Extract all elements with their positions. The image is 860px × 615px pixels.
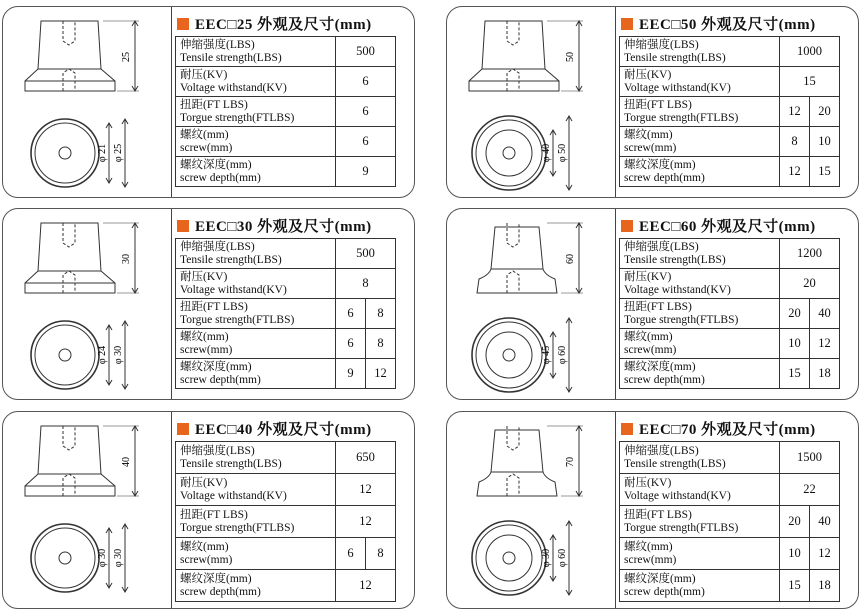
spec-row — [176, 239, 396, 269]
spec-label-cn: 扭距(FT LBS) — [180, 508, 248, 521]
spec-panel — [2, 6, 415, 198]
spec-label-cn: 螺纹(mm) — [180, 128, 229, 141]
spec-label-cn: 耐压(KV) — [180, 476, 228, 489]
spec-row — [620, 359, 840, 389]
spec-value: 15 — [780, 67, 840, 97]
spec-value: 8 — [366, 299, 396, 329]
spec-row — [620, 474, 840, 506]
spec-label — [620, 570, 780, 602]
spec-value: 20 — [780, 506, 810, 538]
panel-title-text: EEC□40 外观及尺寸(mm) — [195, 422, 372, 438]
diameter-dim-label: φ 50 — [557, 143, 568, 163]
spec-value: 12 — [810, 538, 840, 570]
height-dim-label: 60 — [565, 254, 576, 264]
spec-row — [176, 506, 396, 538]
spec-table — [175, 36, 396, 187]
spec-label-cn: 耐压(KV) — [624, 270, 672, 283]
spec-value: 12 — [336, 506, 396, 538]
spec-value: 12 — [780, 97, 810, 127]
spec-value: 15 — [810, 157, 840, 187]
panel-title — [621, 13, 816, 34]
spec-label-cn: 扭距(FT LBS) — [624, 98, 692, 111]
insulator-body — [477, 430, 557, 496]
spec-table — [619, 441, 840, 602]
height-dim-label: 70 — [565, 457, 576, 467]
spec-label-cn: 扭距(FT LBS) — [624, 300, 692, 313]
spec-label-cn: 螺纹深度(mm) — [180, 572, 252, 585]
top-view — [31, 524, 128, 592]
spec-label — [620, 538, 780, 570]
side-view — [25, 223, 139, 293]
spec-panel — [446, 411, 859, 609]
diameter-dim-label: φ 30 — [113, 548, 124, 568]
spec-label-cn: 耐压(KV) — [180, 68, 228, 81]
insulator-drawing — [3, 412, 171, 608]
spec-row — [620, 329, 840, 359]
panel-divider — [615, 7, 616, 197]
spec-value: 8 — [780, 127, 810, 157]
spec-label — [620, 127, 780, 157]
spec-row — [620, 97, 840, 127]
spec-row — [620, 269, 840, 299]
spec-label-en: Torgue strength(FTLBS) — [624, 313, 739, 326]
spec-row — [620, 442, 840, 474]
spec-label-cn: 螺纹(mm) — [180, 330, 229, 343]
spec-label-cn: 扭距(FT LBS) — [624, 508, 692, 521]
center-hole — [503, 147, 515, 159]
spec-row — [176, 329, 396, 359]
spec-value: 1000 — [780, 37, 840, 67]
spec-panel — [2, 411, 415, 609]
spec-row — [176, 359, 396, 389]
spec-label-en: screw depth(mm) — [180, 171, 261, 184]
spec-label-en: Torgue strength(FTLBS) — [180, 313, 295, 326]
spec-panel — [446, 6, 859, 198]
spec-label-en: screw depth(mm) — [180, 373, 261, 386]
spec-label-en: Voltage withstand(KV) — [624, 283, 731, 296]
spec-label-cn: 螺纹(mm) — [624, 540, 673, 553]
spec-label-en: screw(mm) — [624, 553, 677, 566]
spec-label — [620, 299, 780, 329]
spec-value: 15 — [780, 359, 810, 389]
spec-label-cn: 螺纹(mm) — [180, 540, 229, 553]
spec-label-cn: 伸缩强度(LBS) — [624, 444, 699, 457]
insulator-drawing — [3, 7, 171, 197]
spec-label-cn: 扭距(FT LBS) — [180, 300, 248, 313]
spec-label-cn: 螺纹深度(mm) — [624, 360, 696, 373]
spec-label — [176, 37, 336, 67]
spec-label-cn: 螺纹(mm) — [624, 330, 673, 343]
spec-value: 18 — [810, 570, 840, 602]
spec-row — [176, 570, 396, 602]
spec-label — [176, 269, 336, 299]
spec-table — [175, 238, 396, 389]
spec-value: 40 — [810, 506, 840, 538]
diameter-dim-label: φ 45 — [541, 345, 552, 365]
spec-value: 6 — [336, 329, 366, 359]
height-dim-label: 50 — [565, 52, 576, 62]
spec-value: 22 — [780, 474, 840, 506]
spec-row — [620, 67, 840, 97]
spec-row — [176, 474, 396, 506]
diameter-dim-label: φ 60 — [557, 548, 568, 568]
spec-label — [620, 329, 780, 359]
spec-label — [176, 442, 336, 474]
spec-value: 6 — [336, 97, 396, 127]
panel-divider — [171, 7, 172, 197]
spec-table — [619, 36, 840, 187]
spec-label — [176, 239, 336, 269]
spec-label-en: screw depth(mm) — [624, 171, 705, 184]
spec-value: 6 — [336, 127, 396, 157]
spec-value: 20 — [780, 269, 840, 299]
spec-value: 10 — [810, 127, 840, 157]
spec-row — [176, 299, 396, 329]
panel-title — [177, 418, 372, 439]
diameter-dim-label: φ 30 — [113, 345, 124, 365]
spec-label — [176, 538, 336, 570]
spec-row — [176, 157, 396, 187]
spec-label-en: Torgue strength(FTLBS) — [180, 111, 295, 124]
height-dim-label: 40 — [121, 457, 132, 467]
spec-label-en: Torgue strength(FTLBS) — [624, 111, 739, 124]
spec-label-cn: 伸缩强度(LBS) — [180, 240, 255, 253]
panel-title — [177, 13, 372, 34]
spec-row — [176, 442, 396, 474]
spec-label-cn: 伸缩强度(LBS) — [180, 38, 255, 51]
spec-row — [176, 97, 396, 127]
orange-bullet-icon — [177, 18, 189, 30]
diameter-dim-label: φ 40 — [541, 143, 552, 163]
spec-value: 8 — [366, 538, 396, 570]
spec-panel — [446, 208, 859, 400]
spec-value: 500 — [336, 239, 396, 269]
spec-label — [620, 67, 780, 97]
spec-label-cn: 耐压(KV) — [624, 68, 672, 81]
side-view — [469, 21, 583, 91]
spec-row — [176, 269, 396, 299]
panel-title-text: EEC□25 外观及尺寸(mm) — [195, 17, 372, 33]
spec-row — [620, 538, 840, 570]
spec-label-en: screw depth(mm) — [624, 373, 705, 386]
center-hole — [59, 349, 71, 361]
spec-label-cn: 螺纹(mm) — [624, 128, 673, 141]
spec-label — [176, 329, 336, 359]
insulator-drawing — [447, 209, 615, 399]
spec-label — [620, 239, 780, 269]
orange-bullet-icon — [621, 423, 633, 435]
insulator-drawing — [447, 412, 615, 608]
spec-label — [176, 570, 336, 602]
spec-value: 20 — [810, 97, 840, 127]
spec-label — [620, 474, 780, 506]
spec-label-en: Torgue strength(FTLBS) — [180, 521, 295, 534]
spec-value: 12 — [336, 570, 396, 602]
panel-title — [177, 215, 372, 236]
side-view — [25, 21, 139, 91]
spec-value: 15 — [780, 570, 810, 602]
side-view — [477, 223, 583, 293]
spec-panel — [2, 208, 415, 400]
spec-value: 10 — [780, 538, 810, 570]
spec-label — [176, 474, 336, 506]
spec-label-cn: 螺纹深度(mm) — [180, 360, 252, 373]
diameter-dim-label: φ 30 — [97, 548, 108, 568]
spec-label-cn: 螺纹深度(mm) — [180, 158, 252, 171]
spec-value: 10 — [780, 329, 810, 359]
spec-label-en: Tensile strength(LBS) — [624, 457, 726, 470]
spec-label — [176, 127, 336, 157]
height-dim-label: 30 — [121, 254, 132, 264]
orange-bullet-icon — [177, 220, 189, 232]
spec-label — [620, 442, 780, 474]
side-view — [25, 426, 139, 496]
spec-label — [620, 359, 780, 389]
top-view — [472, 521, 572, 595]
spec-label — [620, 506, 780, 538]
spec-label — [176, 67, 336, 97]
spec-label-en: Torgue strength(FTLBS) — [624, 521, 739, 534]
spec-label-en: Voltage withstand(KV) — [624, 489, 731, 502]
spec-row — [620, 570, 840, 602]
spec-value: 1500 — [780, 442, 840, 474]
spec-label-en: Voltage withstand(KV) — [180, 283, 287, 296]
insulator-drawing — [447, 7, 615, 197]
spec-value: 6 — [336, 538, 366, 570]
orange-bullet-icon — [621, 18, 633, 30]
spec-label-en: screw depth(mm) — [180, 585, 261, 598]
side-view — [477, 426, 583, 496]
panel-title-text: EEC□50 外观及尺寸(mm) — [639, 17, 816, 33]
spec-row — [620, 506, 840, 538]
spec-value: 40 — [810, 299, 840, 329]
top-view — [472, 116, 572, 190]
spec-label — [176, 359, 336, 389]
spec-row — [176, 538, 396, 570]
spec-label-cn: 伸缩强度(LBS) — [624, 38, 699, 51]
spec-label-en: Voltage withstand(KV) — [180, 81, 287, 94]
spec-value: 12 — [810, 329, 840, 359]
spec-label-en: screw(mm) — [180, 553, 233, 566]
panel-title-text: EEC□30 外观及尺寸(mm) — [195, 219, 372, 235]
orange-bullet-icon — [621, 220, 633, 232]
spec-value: 12 — [780, 157, 810, 187]
spec-label-cn: 扭距(FT LBS) — [180, 98, 248, 111]
spec-value: 1200 — [780, 239, 840, 269]
spec-value: 500 — [336, 37, 396, 67]
diameter-dim-label: φ 30 — [541, 548, 552, 568]
spec-label-cn: 伸缩强度(LBS) — [624, 240, 699, 253]
spec-label-en: screw(mm) — [624, 343, 677, 356]
top-view — [31, 321, 128, 389]
center-hole — [59, 147, 71, 159]
spec-row — [620, 157, 840, 187]
spec-label-en: screw(mm) — [624, 141, 677, 154]
center-hole — [503, 552, 515, 564]
panel-title-text: EEC□60 外观及尺寸(mm) — [639, 219, 816, 235]
diameter-dim-label: φ 24 — [97, 345, 108, 365]
spec-row — [620, 239, 840, 269]
spec-value: 12 — [366, 359, 396, 389]
spec-table — [619, 238, 840, 389]
panel-divider — [615, 412, 616, 608]
spec-label-en: screw depth(mm) — [624, 585, 705, 598]
spec-value: 9 — [336, 359, 366, 389]
center-hole — [503, 349, 515, 361]
spec-label-en: screw(mm) — [180, 343, 233, 356]
spec-row — [620, 299, 840, 329]
spec-value: 18 — [810, 359, 840, 389]
spec-label — [176, 299, 336, 329]
top-view — [472, 318, 572, 392]
diameter-dim-label: φ 21 — [97, 143, 108, 163]
diameter-dim-label: φ 25 — [113, 143, 124, 163]
spec-value: 6 — [336, 299, 366, 329]
spec-value: 20 — [780, 299, 810, 329]
spec-row — [620, 127, 840, 157]
spec-label-cn: 螺纹深度(mm) — [624, 572, 696, 585]
panel-divider — [171, 209, 172, 399]
spec-value: 6 — [336, 67, 396, 97]
spec-label — [620, 269, 780, 299]
spec-label-en: screw(mm) — [180, 141, 233, 154]
panel-divider — [171, 412, 172, 608]
height-dim-label: 25 — [121, 52, 132, 62]
spec-label-en: Tensile strength(LBS) — [180, 457, 282, 470]
spec-label-en: Voltage withstand(KV) — [624, 81, 731, 94]
spec-row — [620, 37, 840, 67]
spec-value: 12 — [336, 474, 396, 506]
spec-label-en: Tensile strength(LBS) — [180, 51, 282, 64]
spec-label — [176, 506, 336, 538]
insulator-drawing — [3, 209, 171, 399]
spec-row — [176, 127, 396, 157]
spec-label-cn: 耐压(KV) — [624, 476, 672, 489]
spec-label — [620, 157, 780, 187]
spec-label-cn: 伸缩强度(LBS) — [180, 444, 255, 457]
orange-bullet-icon — [177, 423, 189, 435]
diameter-dim-label: φ 60 — [557, 345, 568, 365]
panel-title — [621, 215, 816, 236]
top-view — [31, 119, 128, 187]
spec-row — [176, 37, 396, 67]
panel-title — [621, 418, 816, 439]
spec-label — [176, 157, 336, 187]
spec-label — [176, 97, 336, 127]
insulator-body — [477, 227, 557, 293]
panel-divider — [615, 209, 616, 399]
spec-label-en: Tensile strength(LBS) — [180, 253, 282, 266]
spec-label-en: Tensile strength(LBS) — [624, 253, 726, 266]
panel-title-text: EEC□70 外观及尺寸(mm) — [639, 422, 816, 438]
spec-row — [176, 67, 396, 97]
spec-table — [175, 441, 396, 602]
spec-value: 650 — [336, 442, 396, 474]
center-hole — [59, 552, 71, 564]
spec-value: 8 — [336, 269, 396, 299]
spec-value: 8 — [366, 329, 396, 359]
spec-label-cn: 螺纹深度(mm) — [624, 158, 696, 171]
spec-value: 9 — [336, 157, 396, 187]
spec-label-en: Tensile strength(LBS) — [624, 51, 726, 64]
spec-label — [620, 37, 780, 67]
spec-label-en: Voltage withstand(KV) — [180, 489, 287, 502]
spec-label — [620, 97, 780, 127]
spec-label-cn: 耐压(KV) — [180, 270, 228, 283]
